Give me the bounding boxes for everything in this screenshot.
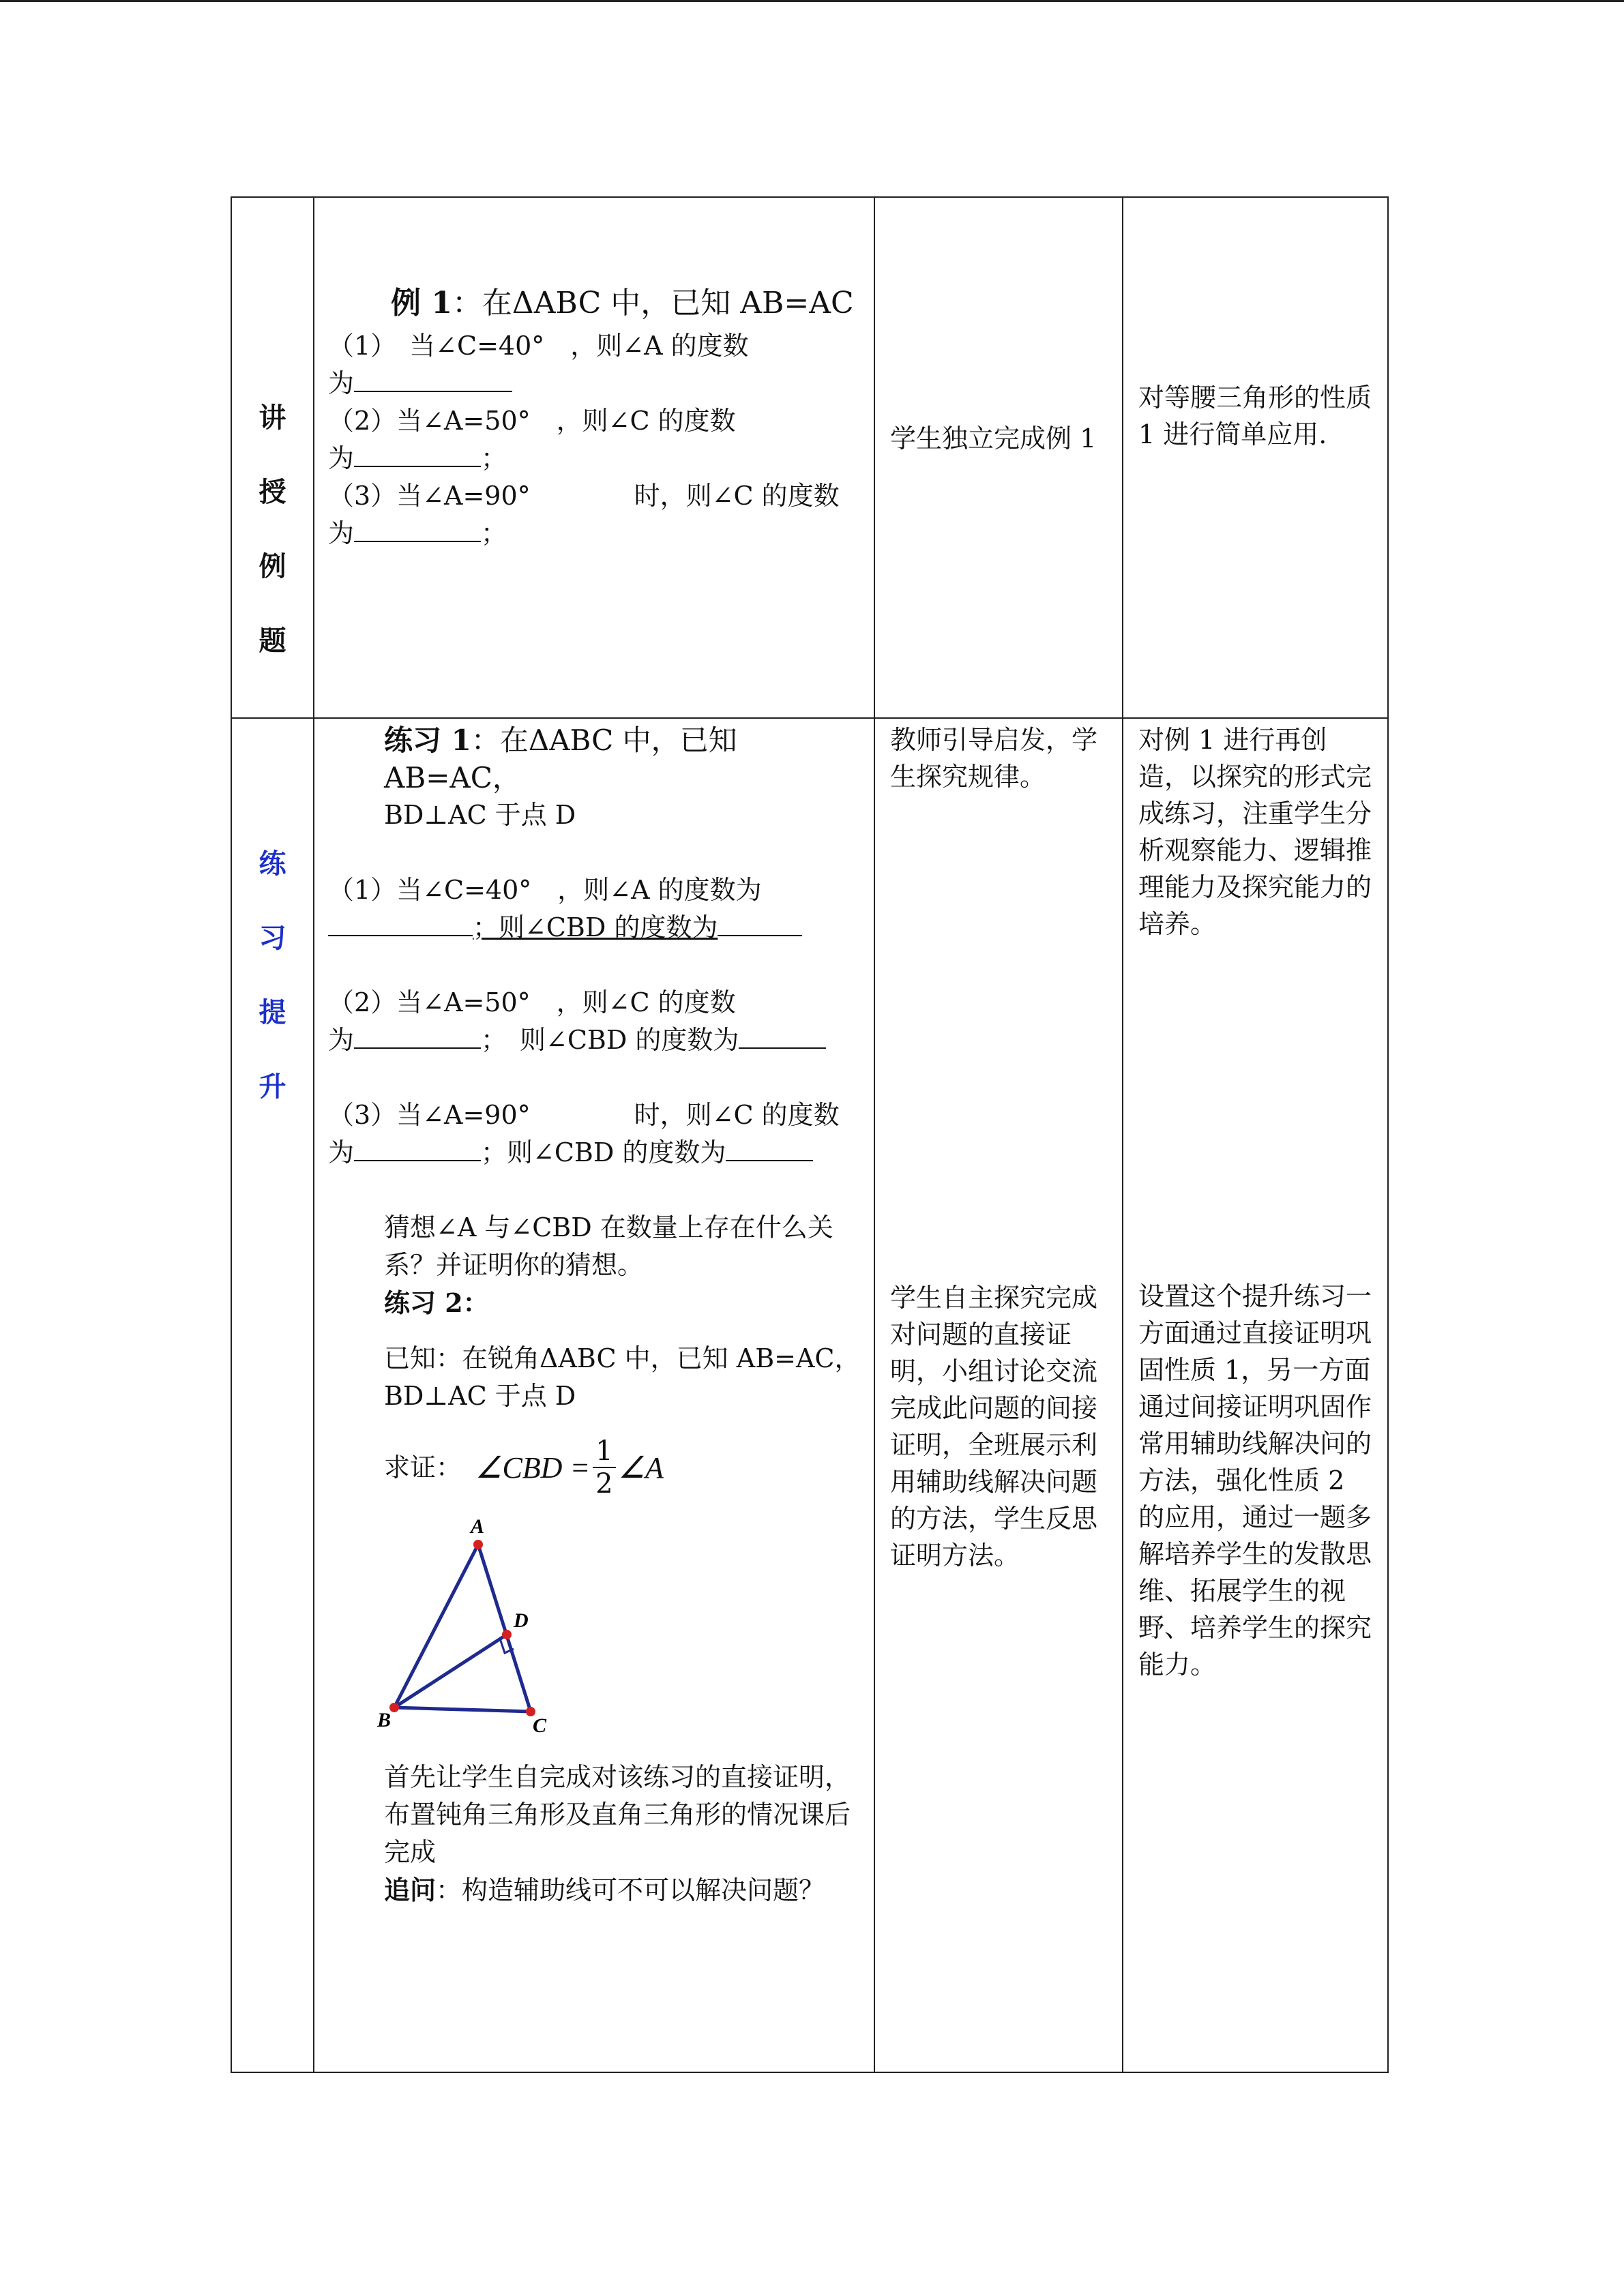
point-b	[389, 1703, 399, 1712]
label-a: A	[471, 1515, 485, 1538]
answer-blank[interactable]	[354, 441, 481, 467]
student-activity-text-1: 教师引导启发，学生探究规律。	[890, 725, 1098, 792]
practice-content: 练习 1：在ΔABC 中，已知 AB=AC， BD⊥AC 于点 D （1）当∠C=40° ，则∠A 的度数为 ；则∠CBD 的度数为 （2）当∠A=50° ，则∠C 的度数 为 ； 则∠CBD 的度数为 （3）当∠A=90° 时，则∠C 的度数 为 ；则∠CBD 的度数为 猜想∠A 与∠CBD 在数量上存在什么关系？并证明你的猜想。 练习 2： 已知：在锐角ΔABC 中，已知 AB=AC，BD⊥AC 于点 D 求证： ∠CBD = $\frac{1}{2}$ ∠A A B C D 首先让学生自完成对该练习的直接证明，布置钝角三角形及直角三角形的情况课后完成 追问：构造辅助线可不可以解决问题？	[314, 719, 874, 1909]
answer-blank[interactable]	[354, 1023, 481, 1049]
exercise-2-title: 练习 2：	[384, 1287, 489, 1318]
design-intent-text: 对等腰三角形的性质 1 进行简单应用.	[1138, 383, 1372, 449]
answer-blank[interactable]	[726, 1135, 813, 1161]
student-activity-text-2: 学生自主探究完成对问题的直接证明，小组讨论交流完成此问题的间接证明，全班展示利用辅助线解决问题的方法，学生反思证明方法。	[890, 1283, 1098, 1570]
point-a	[473, 1540, 483, 1549]
example-content-cell	[314, 197, 874, 718]
example-q1-answer-line: 为	[328, 365, 861, 402]
design-intent-text-1: 对例 1 进行再创造，以探究的形式完成练习，注重学生分析观察能力、逻辑推理能力及探究能力的培养。	[1138, 725, 1372, 939]
fraction-one-half: $\frac{1}{2}$	[593, 1435, 615, 1500]
answer-blank[interactable]	[718, 910, 802, 936]
example-q2-answer-line: 为 ；	[328, 440, 861, 477]
category-cell-practice	[231, 718, 314, 2072]
table-row-practice	[231, 718, 1388, 2072]
answer-blank[interactable]	[354, 516, 481, 542]
design-intent-text-2: 设置这个提升练习一方面通过直接证明巩固性质 1，另一方面通过间接证明巩固作常用辅助线解决问的方法，强化性质 2 的应用，通过一题多解培养学生的发散思维、拓展学生的视野、培养学生的探究能力。	[1138, 1281, 1372, 1680]
page-top-border	[0, 0, 1624, 2]
design-intent-cell-practice	[1123, 718, 1388, 2072]
ask-text: 追问：构造辅助线可不可以解决问题？	[384, 1875, 825, 1905]
category-cell-example	[231, 197, 314, 718]
exercise-1-q3-answer-line: 为 ；则∠CBD 的度数为	[328, 1134, 861, 1172]
student-activity-text: 学生独立完成例 1	[890, 423, 1097, 453]
example-questions: （1） 当∠C=40° ，则∠A 的度数 为 （2）当∠A=50° ，则∠C 的度数 为 ； （3）当∠A=90° 时，则∠C 的度数 为 ；	[314, 327, 874, 552]
student-activity-cell-example	[874, 197, 1123, 718]
answer-blank[interactable]	[354, 366, 512, 392]
exercise-1-title: 练习 1：在ΔABC 中，已知 AB=AC，	[384, 724, 737, 794]
triangle-side-ab	[394, 1545, 478, 1708]
given-text: 已知：在锐角ΔABC 中，已知 AB=AC，BD⊥AC 于点 D	[384, 1343, 861, 1411]
answer-blank[interactable]	[354, 1135, 481, 1161]
table-row-example	[231, 197, 1388, 718]
practice-content-cell	[314, 718, 874, 2072]
category-label-practice: 练 习 提 升	[259, 848, 286, 1103]
conjecture-text: 猜想∠A 与∠CBD 在数量上存在什么关系？并证明你的猜想。	[384, 1212, 833, 1280]
category-label-example: 讲 授 例 题	[259, 402, 286, 657]
example-title: 例 1：在ΔABC 中，已知 AB=AC	[391, 286, 854, 320]
exercise-1-q1-answer-line: ；则∠CBD 的度数为	[328, 909, 861, 946]
answer-blank[interactable]	[328, 910, 473, 936]
example-q3-answer-line: 为 ；	[328, 515, 861, 552]
design-intent-cell-example	[1123, 197, 1388, 718]
student-activity-cell-practice	[874, 718, 1123, 2072]
prove-statement: 求证： ∠CBD = $\frac{1}{2}$ ∠A	[384, 1435, 664, 1500]
label-c: C	[533, 1714, 547, 1737]
answer-blank[interactable]	[739, 1023, 826, 1049]
lesson-plan-table	[231, 196, 1389, 2073]
label-d: D	[514, 1609, 529, 1632]
label-b: B	[377, 1709, 392, 1731]
triangle-side-bc	[394, 1708, 531, 1712]
followup-text: 首先让学生自完成对该练习的直接证明，布置钝角三角形及直角三角形的情况课后完成	[384, 1762, 851, 1867]
exercise-1-q2-answer-line: 为 ； 则∠CBD 的度数为	[328, 1022, 861, 1059]
triangle-figure	[373, 1515, 619, 1740]
point-d	[502, 1630, 512, 1639]
